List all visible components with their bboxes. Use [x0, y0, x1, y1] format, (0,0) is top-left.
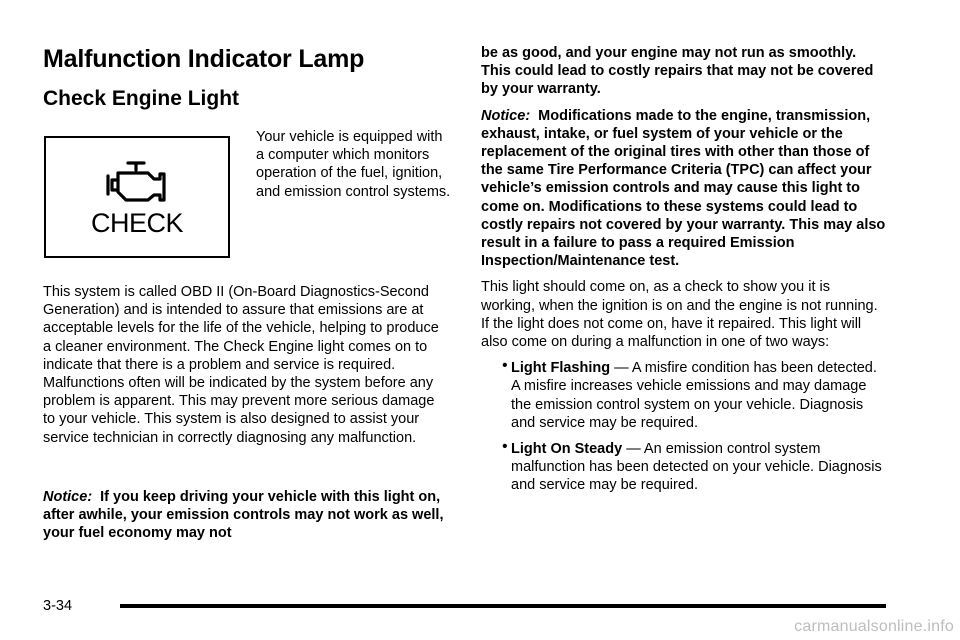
light-check-paragraph: This light should come on, as a check to show you it is working, when the ignition is on and the engine is not running. If the light does not come on, have it repaired. This light will also come on during a malfunction in one of two ways: [481, 279, 878, 351]
section-heading: Malfunction Indicator Lamp [43, 45, 365, 73]
notice-label: Notice: [481, 107, 531, 124]
watermark[interactable]: carmanualsonline.info [794, 618, 954, 635]
bullet-term: Light On Steady [511, 441, 623, 458]
check-label: CHECK [90, 208, 183, 238]
notice-text: Modifications made to the engine, transmission, exhaust, intake, or fuel system of your vehicle or the replacement of the original tires with other than those of the same Tire Performance Criteria (TPC) can affect your vehicle’s emission controls and may cause this light to come on. Modifications to these systems could lead to costly repairs not covered by your warranty. This may also result in a failure to pass a required Emission Inspection/Maintenance test. [481, 107, 886, 270]
bullet-icon: • [502, 357, 508, 375]
list-item [481, 440, 886, 495]
left-column [43, 44, 451, 542]
bullet-text: — A misfire condition has been detected. A misfire increases vehicle emissions and may damage the emission control system on your vehicle. Diagnosis and service may be required. [511, 360, 877, 431]
notice-text: If you keep driving your vehicle with this light on, after awhile, your emission controls may not work as well, your fuel economy may not [43, 489, 444, 542]
modifications-notice-paragraph [481, 107, 886, 271]
continued-notice-paragraph: be as good, and your engine may not run as smoothly. This could lead to costly repairs that may not be covered by your warranty. [481, 45, 874, 98]
section-subheading: Check Engine Light [43, 87, 240, 110]
engine-icon [104, 160, 176, 206]
bullet-term: Light Flashing [511, 360, 611, 377]
notice-paragraph [43, 488, 448, 543]
page-number: 3-34 [43, 598, 73, 614]
notice-label: Notice: [43, 489, 93, 505]
intro-paragraph: Your vehicle is equipped with a computer which monitors operation of the fuel, ignition, and emission control systems. [256, 129, 451, 200]
bullet-text: — An emission control system malfunction has been detected on your vehicle. Diagnosis and service may be required. [511, 441, 882, 494]
right-column [481, 44, 886, 495]
bullet-icon: • [502, 438, 508, 456]
list-item [481, 359, 886, 432]
obd-paragraph: This system is called OBD II (On-Board Diagnostics-Second Generation) and is intended to assure that emissions are at acceptable levels for the life of the vehicle, helping to produce a cleaner environment. The Check Engine light comes on to indicate that there is a problem and service is required. Malfunctions often will be indicated by the system before any problem is apparent. This may prevent more serious damage to your vehicle. This system is also designed to assist your service technician in correctly diagnosing any malfunction. [43, 284, 439, 446]
check-engine-symbol-box [44, 136, 230, 258]
footer-divider [120, 604, 886, 608]
